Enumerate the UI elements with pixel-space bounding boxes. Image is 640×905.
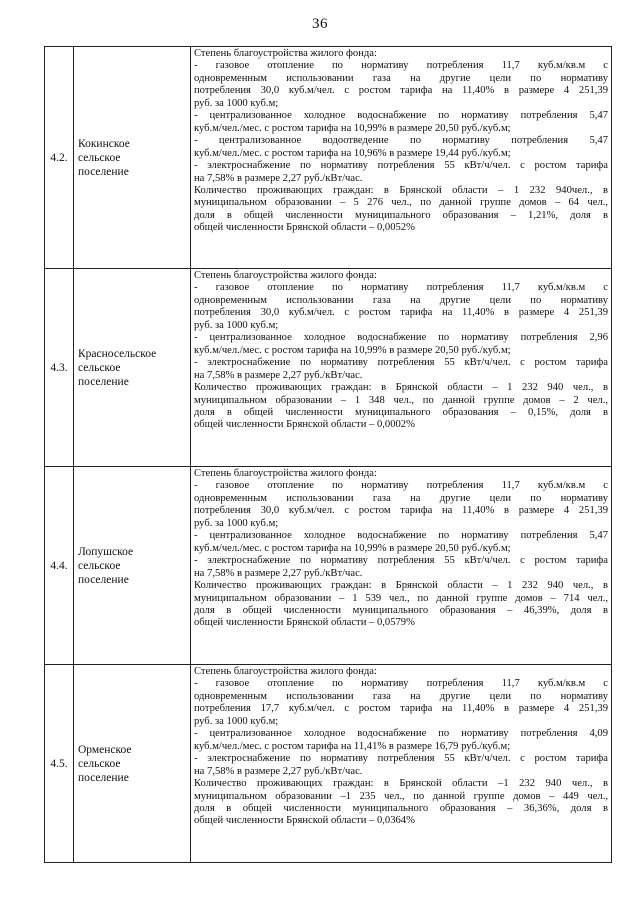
description-line: - электроснабжение по нормативу потребления 55 кВт/ч/чел. с ростом тарифа <box>194 555 608 567</box>
description-line: руб. за 1000 куб.м; <box>194 97 279 109</box>
description-line: Количество проживающих граждан: в Брянской области – 1 232 940 чел., в <box>194 580 608 592</box>
description-line: доля в общей численности муниципального образования – 1,21%, доля в <box>194 209 608 221</box>
settlement-name-line: сельское <box>78 151 121 164</box>
description-line: одновременным использовании газа на другие цели по нормативу <box>194 690 608 702</box>
row-number: 4.3. <box>45 269 74 467</box>
row-number: 4.2. <box>45 47 74 269</box>
description-line: Степень благоустройства жилого фонда: <box>194 270 377 281</box>
description-line: на 7,58% в размере 2,27 руб./кВт/час. <box>194 369 363 381</box>
description-line: потребления 30,0 куб.м/чел. с ростом тарифа на 11,40% в размере 4 251,39 <box>194 505 608 517</box>
description-line: общей численности Брянской области – 0,0579% <box>194 617 415 629</box>
description-line: Количество проживающих граждан: в Брянской области – 1 232 940чел., в <box>194 184 608 196</box>
settlement-name-line: сельское <box>78 757 121 770</box>
settlement-name-line: сельское <box>78 361 121 374</box>
description-line: Степень благоустройства жилого фонда: <box>194 468 377 479</box>
description-line: общей численности Брянской области – 0,0052% <box>194 222 415 234</box>
settlement-name <box>74 47 191 269</box>
description-line: потребления 17,7 куб.м/чел. с ростом тарифа на 11,40% в размере 4 251,39 <box>194 703 608 715</box>
description-line: куб.м/чел./мес. с ростом тарифа на 11,41% в размере 16,79 руб./куб.м; <box>194 740 511 752</box>
description-line: общей численности Брянской области – 0,0364% <box>194 815 415 827</box>
description-line: доля в общей численности муниципального образования – 36,36%, доля в <box>194 802 608 814</box>
settlement-name <box>74 467 191 665</box>
description-line: - газовое отопление по нормативу потребления 11,7 куб.м/кв.м с <box>194 678 608 690</box>
description-line: одновременным использовании газа на другие цели по нормативу <box>194 492 608 504</box>
description-line: - электроснабжение по нормативу потребления 55 кВт/ч/чел. с ростом тарифа <box>194 357 608 369</box>
description-line: куб.м/чел./мес. с ростом тарифа на 10,99% в размере 20,50 руб./куб.м; <box>194 344 511 356</box>
description-line: на 7,58% в размере 2,27 руб./кВт/час. <box>194 567 363 579</box>
settlement-name <box>74 665 191 863</box>
row-number: 4.5. <box>45 665 74 863</box>
description-line: - газовое отопление по нормативу потребления 11,7 куб.м/кв.м с <box>194 480 608 492</box>
description-line: Степень благоустройства жилого фонда: <box>194 666 377 677</box>
page-number: 36 <box>312 16 328 32</box>
settlement-description <box>191 269 612 467</box>
description-line: руб. за 1000 куб.м; <box>194 319 279 331</box>
settlement-name <box>74 269 191 467</box>
table-row <box>45 269 612 467</box>
description-line: куб.м/чел./мес. с ростом тарифа на 10,99% в размере 20,50 руб./куб.м; <box>194 122 511 134</box>
description-line: потребления 30,0 куб.м/чел. с ростом тарифа на 11,40% в размере 4 251,39 <box>194 85 608 97</box>
settlement-name-line: поселение <box>78 771 129 784</box>
description-line: одновременным использовании газа на другие цели по нормативу <box>194 294 608 306</box>
description-line: - электроснабжение по нормативу потребления 55 кВт/ч/чел. с ростом тарифа <box>194 160 608 172</box>
description-line: доля в общей численности муниципального образования – 0,15%, доля в <box>194 406 608 418</box>
description-line: куб.м/чел./мес. с ростом тарифа на 10,99% в размере 20,50 руб./куб.м; <box>194 542 511 554</box>
description-line: - централизованное водоотведение по нормативу потребления 5,47 <box>194 135 608 147</box>
description-line: Количество проживающих граждан: в Брянской области –1 232 940 чел., в <box>194 778 608 790</box>
description-line: на 7,58% в размере 2,27 руб./кВт/час. <box>194 765 363 777</box>
description-line: руб. за 1000 куб.м; <box>194 715 279 727</box>
settlement-name-line: поселение <box>78 375 129 388</box>
settlement-name-line: Лопушское <box>78 545 134 558</box>
settlement-description <box>191 47 612 269</box>
settlement-name-line: Красносельское <box>78 347 157 360</box>
table-row <box>45 47 612 269</box>
description-line: доля в общей численности муниципального образования – 46,39%, доля в <box>194 604 608 616</box>
settlement-description <box>191 665 612 863</box>
table-row <box>45 665 612 863</box>
row-number: 4.4. <box>45 467 74 665</box>
description-line: одновременным использовании газа на другие цели по нормативу <box>194 72 608 84</box>
settlement-name-line: поселение <box>78 573 129 586</box>
description-line: - централизованное холодное водоснабжение по нормативу потребления 5,47 <box>194 110 608 122</box>
description-line: руб. за 1000 куб.м; <box>194 517 279 529</box>
description-line: муниципальном образовании –1 235 чел., по данной группе домов – 449 чел., <box>194 790 608 802</box>
description-line: на 7,58% в размере 2,27 руб./кВт/час. <box>194 172 363 184</box>
description-line: потребления 30,0 куб.м/чел. с ростом тарифа на 11,40% в размере 4 251,39 <box>194 307 608 319</box>
settlement-name-line: Кокинское <box>78 137 130 150</box>
description-line: - централизованное холодное водоснабжение по нормативу потребления 2,96 <box>194 332 608 344</box>
description-line: муниципальном образовании – 1 539 чел., по данной группе домов – 714 чел., <box>194 592 608 604</box>
description-line: куб.м/чел./мес. с ростом тарифа на 10,96% в размере 19,44 руб./куб.м; <box>194 147 511 159</box>
settlements-table <box>44 46 612 863</box>
settlement-description <box>191 467 612 665</box>
settlement-name-line: поселение <box>78 165 129 178</box>
description-line: - централизованное холодное водоснабжение по нормативу потребления 4,09 <box>194 728 608 740</box>
settlement-name-line: Орменское <box>78 743 132 756</box>
description-line: - электроснабжение по нормативу потребления 55 кВт/ч/чел. с ростом тарифа <box>194 753 608 765</box>
description-line: Степень благоустройства жилого фонда: <box>194 48 377 59</box>
description-line: - газовое отопление по нормативу потребления 11,7 куб.м/кв.м с <box>194 60 608 72</box>
description-line: - газовое отопление по нормативу потребления 11,7 куб.м/кв.м с <box>194 282 608 294</box>
table-row <box>45 467 612 665</box>
description-line: Количество проживающих граждан: в Брянской области – 1 232 940 чел., в <box>194 382 608 394</box>
settlement-name-line: сельское <box>78 559 121 572</box>
description-line: общей численности Брянской области – 0,0002% <box>194 419 415 431</box>
description-line: муниципальном образовании – 1 348 чел., по данной группе домов – 2 чел., <box>194 394 608 406</box>
description-line: муниципальном образовании – 5 276 чел., по данной группе домов – 64 чел., <box>194 197 608 209</box>
description-line: - централизованное холодное водоснабжение по нормативу потребления 5,47 <box>194 530 608 542</box>
